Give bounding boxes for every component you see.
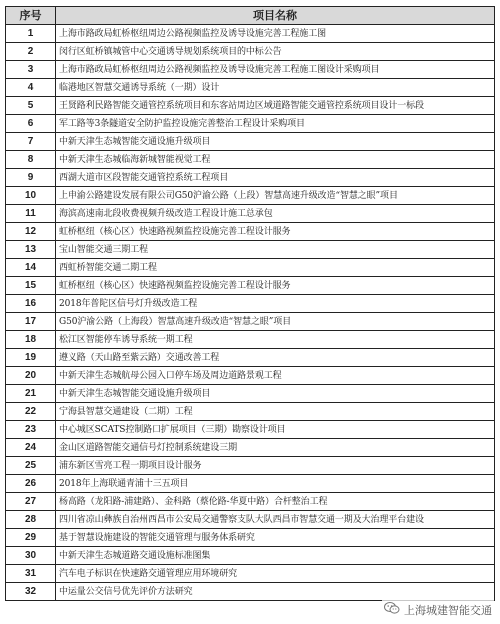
header-serial-number: 序号 bbox=[6, 7, 56, 25]
project-name-cell: 海滨高速南北段收费视频升级改造工程设计施工总承包 bbox=[56, 205, 495, 223]
serial-number-cell: 24 bbox=[6, 439, 56, 457]
project-name-cell: 临港地区智慧交通诱导系统（一期）设计 bbox=[56, 79, 495, 97]
table-row bbox=[6, 421, 495, 439]
table-row bbox=[6, 457, 495, 475]
table-row bbox=[6, 583, 495, 601]
project-name-cell: 中新天津生态城道路交通设施标准图集 bbox=[56, 547, 495, 565]
project-name-cell: 宁海县智慧交通建设（二期）工程 bbox=[56, 403, 495, 421]
header-project-name: 项目名称 bbox=[56, 7, 495, 25]
serial-number-cell: 13 bbox=[6, 241, 56, 259]
serial-number-cell: 16 bbox=[6, 295, 56, 313]
table-row bbox=[6, 277, 495, 295]
serial-number-cell: 2 bbox=[6, 43, 56, 61]
project-name-cell: 上申渝公路建设发展有限公司G50沪渝公路（上段）智慧高速升级改造“智慧之眼”项目 bbox=[56, 187, 495, 205]
table-row bbox=[6, 565, 495, 583]
serial-number-cell: 5 bbox=[6, 97, 56, 115]
project-name-cell: 四川省凉山彝族自治州西昌市公安局交通警察支队大队西昌市智慧交通一期及大治理平台建设 bbox=[56, 511, 495, 529]
table-row bbox=[6, 169, 495, 187]
table-row bbox=[6, 115, 495, 133]
table-row bbox=[6, 97, 495, 115]
project-name-cell: 中新天津生态城临海新城智能视觉工程 bbox=[56, 151, 495, 169]
serial-number-cell: 26 bbox=[6, 475, 56, 493]
table-row bbox=[6, 79, 495, 97]
project-name-cell: 上海市路政局虹桥枢纽周边公路视频监控及诱导设施完善工程施工图 bbox=[56, 25, 495, 43]
table-row bbox=[6, 259, 495, 277]
table-row bbox=[6, 349, 495, 367]
project-name-cell: G50沪渝公路（上海段）智慧高速升级改造“智慧之眼”项目 bbox=[56, 313, 495, 331]
serial-number-cell: 1 bbox=[6, 25, 56, 43]
serial-number-cell: 22 bbox=[6, 403, 56, 421]
project-name-cell: 西湖大道市区段智能交通管控系统工程项目 bbox=[56, 169, 495, 187]
watermark-badge bbox=[382, 600, 494, 619]
project-name-cell: 虹桥枢纽（核心区）快速路视频监控设施完善工程设计服务 bbox=[56, 223, 495, 241]
project-name-cell: 遵义路（天山路至紫云路）交通改善工程 bbox=[56, 349, 495, 367]
serial-number-cell: 7 bbox=[6, 133, 56, 151]
wechat-icon bbox=[384, 600, 400, 619]
project-name-cell: 金山区道路智能交通信号灯控制系统建设三期 bbox=[56, 439, 495, 457]
table-row bbox=[6, 529, 495, 547]
table-row bbox=[6, 187, 495, 205]
table-header-row bbox=[6, 7, 495, 25]
table-row bbox=[6, 475, 495, 493]
projects-table bbox=[5, 6, 495, 601]
table-row bbox=[6, 133, 495, 151]
serial-number-cell: 18 bbox=[6, 331, 56, 349]
table-row bbox=[6, 25, 495, 43]
project-name-cell: 中心城区SCATS控制路口扩展项目（三期）勘察设计项目 bbox=[56, 421, 495, 439]
serial-number-cell: 3 bbox=[6, 61, 56, 79]
project-name-cell: 上海市路政局虹桥枢纽周边公路视频监控及诱导设施完善工程施工图设计采购项目 bbox=[56, 61, 495, 79]
serial-number-cell: 29 bbox=[6, 529, 56, 547]
watermark-text: 上海城建智能交通 bbox=[404, 603, 492, 617]
serial-number-cell: 11 bbox=[6, 205, 56, 223]
project-name-cell: 2018年上海联通青浦十三五项目 bbox=[56, 475, 495, 493]
serial-number-cell: 32 bbox=[6, 583, 56, 601]
table-row bbox=[6, 331, 495, 349]
project-name-cell: 中新天津生态城智能交通设施升级项目 bbox=[56, 385, 495, 403]
project-name-cell: 虹桥枢纽（核心区）快速路视频监控设施完善工程设计服务 bbox=[56, 277, 495, 295]
serial-number-cell: 12 bbox=[6, 223, 56, 241]
serial-number-cell: 23 bbox=[6, 421, 56, 439]
table-row bbox=[6, 43, 495, 61]
serial-number-cell: 6 bbox=[6, 115, 56, 133]
table-row bbox=[6, 151, 495, 169]
serial-number-cell: 25 bbox=[6, 457, 56, 475]
project-name-cell: 闵行区虹桥镇城管中心交通诱导规划系统项目的中标公告 bbox=[56, 43, 495, 61]
table-row bbox=[6, 511, 495, 529]
serial-number-cell: 17 bbox=[6, 313, 56, 331]
project-name-cell: 西虹桥智能交通二期工程 bbox=[56, 259, 495, 277]
serial-number-cell: 10 bbox=[6, 187, 56, 205]
serial-number-cell: 19 bbox=[6, 349, 56, 367]
serial-number-cell: 21 bbox=[6, 385, 56, 403]
project-name-cell: 王贤路利民路智能交通管控系统项目和东客站周边区域道路智能交通管控系统项目设计一标段 bbox=[56, 97, 495, 115]
project-name-cell: 松江区智能停车诱导系统一期工程 bbox=[56, 331, 495, 349]
serial-number-cell: 15 bbox=[6, 277, 56, 295]
project-name-cell: 中新天津生态城智能交通设施升级项目 bbox=[56, 133, 495, 151]
serial-number-cell: 27 bbox=[6, 493, 56, 511]
table-row bbox=[6, 439, 495, 457]
table-row bbox=[6, 403, 495, 421]
serial-number-cell: 28 bbox=[6, 511, 56, 529]
serial-number-cell: 14 bbox=[6, 259, 56, 277]
table-row bbox=[6, 61, 495, 79]
serial-number-cell: 31 bbox=[6, 565, 56, 583]
serial-number-cell: 4 bbox=[6, 79, 56, 97]
serial-number-cell: 20 bbox=[6, 367, 56, 385]
project-name-cell: 浦东新区雪亮工程一期项目设计服务 bbox=[56, 457, 495, 475]
table-row bbox=[6, 313, 495, 331]
project-name-cell: 宝山智能交通三期工程 bbox=[56, 241, 495, 259]
project-name-cell: 中新天津生态城航母公园入口停车场及周边道路景观工程 bbox=[56, 367, 495, 385]
project-name-cell: 军工路等3条隧道安全防护监控设施完善整治工程设计采购项目 bbox=[56, 115, 495, 133]
project-name-cell: 2018年普陀区信号灯升级改造工程 bbox=[56, 295, 495, 313]
project-name-cell: 杨高路（龙阳路-浦建路）、金科路（蔡伦路-华夏中路）合杆整治工程 bbox=[56, 493, 495, 511]
table-row bbox=[6, 205, 495, 223]
table-row bbox=[6, 385, 495, 403]
project-name-cell: 汽车电子标识在快速路交通管理应用环境研究 bbox=[56, 565, 495, 583]
table-row bbox=[6, 223, 495, 241]
serial-number-cell: 8 bbox=[6, 151, 56, 169]
serial-number-cell: 9 bbox=[6, 169, 56, 187]
serial-number-cell: 30 bbox=[6, 547, 56, 565]
table-body bbox=[6, 25, 495, 601]
table-row bbox=[6, 241, 495, 259]
table-row bbox=[6, 295, 495, 313]
table-row bbox=[6, 493, 495, 511]
project-name-cell: 基于智慧设施建设的智能交通管理与服务体系研究 bbox=[56, 529, 495, 547]
table-row bbox=[6, 367, 495, 385]
table-row bbox=[6, 547, 495, 565]
project-name-cell: 中运量公交信号优先评价方法研究 bbox=[56, 583, 495, 601]
